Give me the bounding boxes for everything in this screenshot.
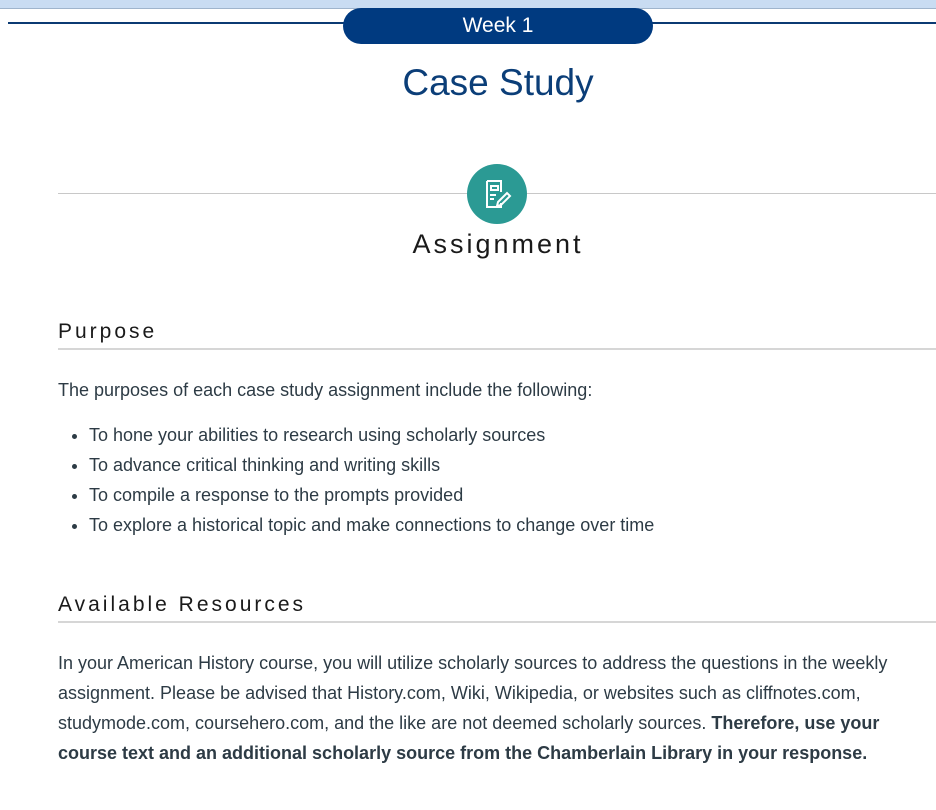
week-label: Week 1: [462, 14, 534, 37]
resources-heading: Available Resources: [58, 593, 307, 616]
list-item: • To hone your abilities to research using scholarly sources: [89, 420, 654, 450]
purpose-list: [58, 420, 654, 540]
assignment-edit-icon: [467, 164, 527, 224]
resources-bold-note: Therefore, use your course text and an additional scholarly source from the Chamberlain Library in your response.: [58, 713, 880, 763]
list-item: • To advance critical thinking and writing skills: [89, 450, 654, 480]
resources-body: In your American History course, you will utilize scholarly sources to address the questions in the weekly assignment. Please be advised that History.com, Wiki, Wikipedia, or websites such as cliffnotes.com, studymode.com, coursehero.com, and the like are not deemed scholarly sources.: [58, 653, 888, 733]
list-item: • To compile a response to the prompts provided: [89, 480, 654, 510]
resources-paragraph: [58, 648, 928, 768]
purpose-intro: The purposes of each case study assignment include the following:: [58, 380, 593, 400]
purpose-rule: [58, 348, 936, 350]
week-badge: [343, 8, 653, 44]
purpose-heading: Purpose: [58, 320, 158, 343]
assignment-heading: Assignment: [412, 229, 584, 259]
resources-rule: [58, 621, 936, 623]
list-item: • To explore a historical topic and make connections to change over time: [89, 510, 654, 540]
page-title: Case Study: [402, 62, 594, 103]
